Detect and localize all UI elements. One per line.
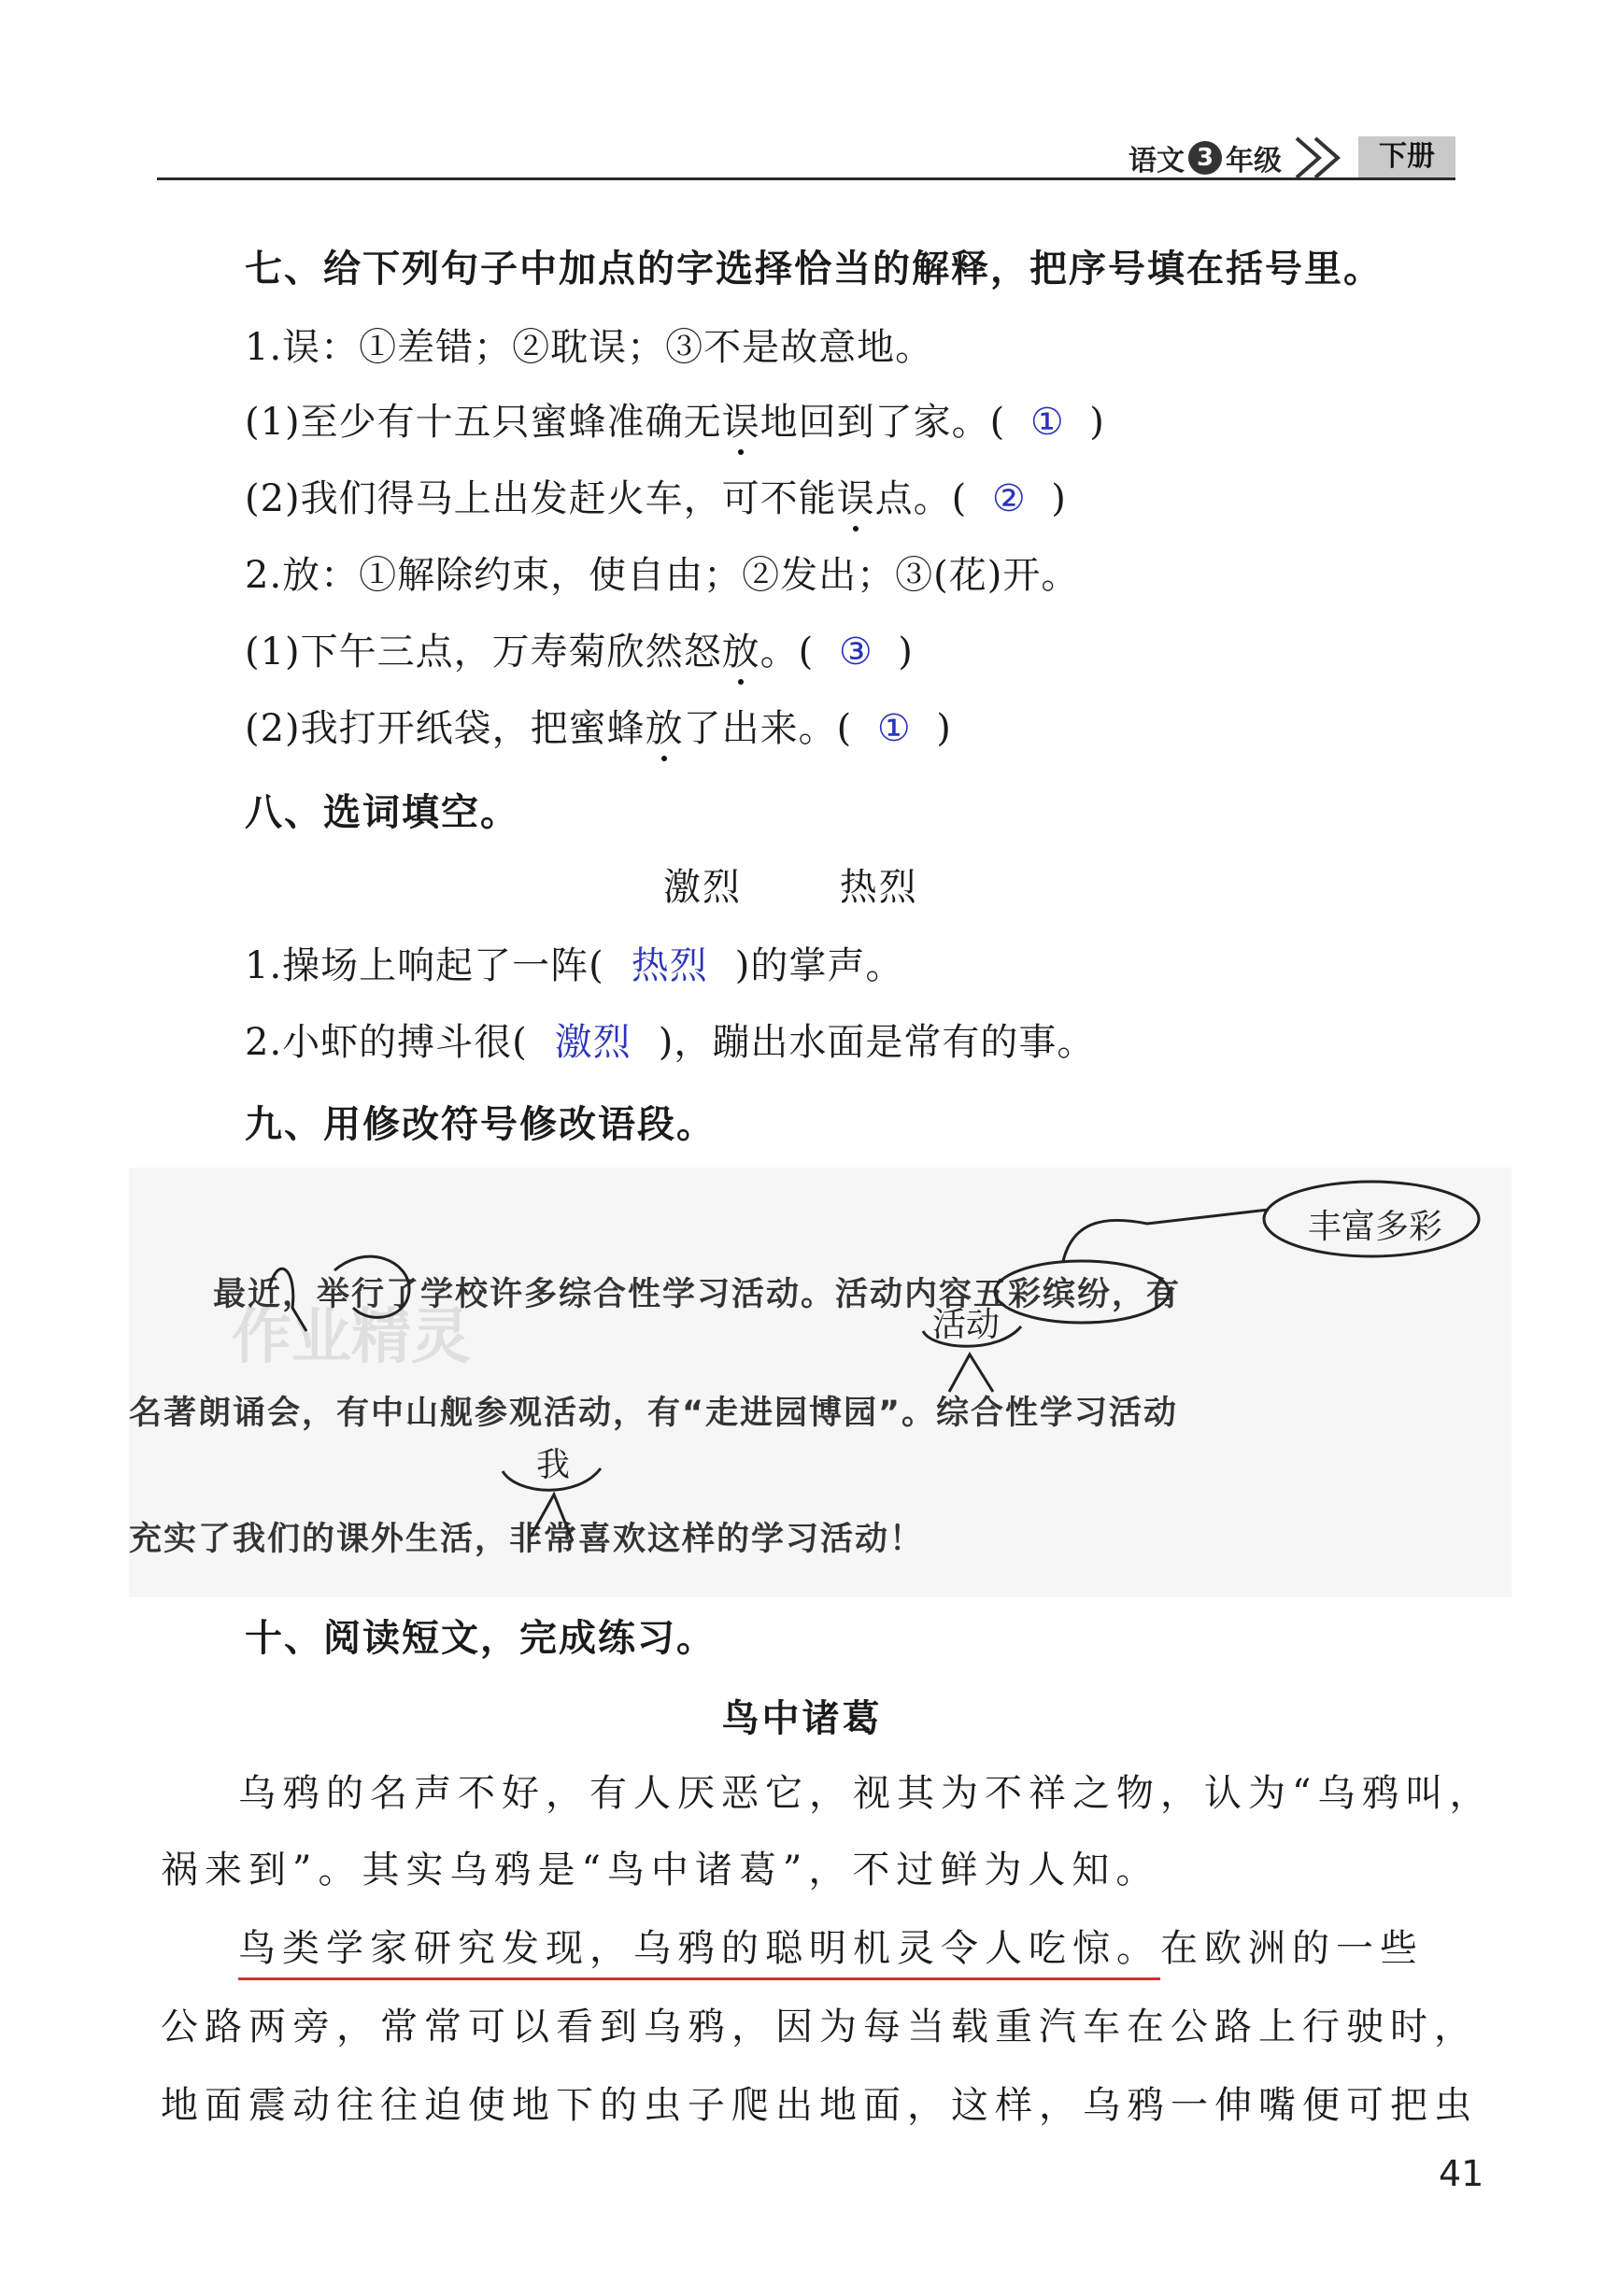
sentence-text: 。( [759,631,815,673]
sentence-text: 了出来。( [683,707,853,750]
s8-q2 [245,1013,1095,1066]
transpose-loop [334,1256,409,1317]
sentence-text: (1)至少有十五只蜜蜂准确无 [245,401,722,444]
word-choice: 热烈 [839,866,918,909]
header-label [1128,135,1455,181]
answer-fill: ① [1029,401,1065,444]
sentence-text: )的掌声。 [734,944,904,987]
dotted-char: 误 [837,469,875,522]
dotted-char: 误 [722,392,760,446]
sentence-text: 2.小虾的搏斗很( [245,1021,528,1064]
underlined-sentence: 鸟类学家研究发现，乌鸦的聪明机灵令人吃惊。 [238,1927,1160,1980]
q2-sentence-1 [245,622,914,675]
page-header [157,121,1455,179]
sentence-text: 点。( [874,477,968,520]
s8-q1 [245,936,903,989]
sentence-text: 1.操场上响起了一阵( [245,944,604,987]
passage-title: 鸟中诸葛 [721,1697,883,1740]
subject-label: 语文 [1128,145,1185,177]
sentence-text: 地回到了家。( [759,401,1006,444]
edit-line-1: 最近，举行了学校许多综合性学习活动。活动内容五彩缤纷，有 [213,1276,1182,1313]
passage-p2-line2: 公路两旁，常常可以看到乌鸦，因为每当载重汽车在公路上行驶时， [161,2005,1478,2048]
passage-p1-line2: 祸来到”。其实乌鸦是“鸟中诸葛”，不过鲜为人知。 [161,1849,1160,1892]
double-chevron-icon [1291,135,1356,181]
passage-p1-line1: 乌鸦的名声不好，有人厌恶它，视其为不祥之物，认为“乌鸦叫， [238,1772,1494,1815]
sentence-text: )，蹦出水面是常有的事。 [658,1021,1096,1064]
section-10-heading: 十、阅读短文，完成练习。 [245,1617,716,1660]
answer-fill: 热烈 [631,944,708,987]
section-8-heading: 八、选词填空。 [245,791,519,834]
replace-leader [1063,1210,1269,1261]
replace-circle [995,1261,1169,1323]
answer-fill: ② [991,477,1027,520]
q1-sentence-2 [245,469,1067,522]
correction-marks [129,1168,1512,1597]
edited-paragraph-image [129,1168,1512,1597]
grade-number-badge: 3 [1188,141,1222,175]
passage-p2-line3: 地面震动往往迫使地下的虫子爬出地面，这样，乌鸦一伸嘴便可把虫 [161,2084,1478,2127]
annotation-replacement: 丰富多彩 [1308,1208,1443,1246]
sentence-text: (2)我打开纸袋，把蜜蜂 [245,707,646,750]
section-7-heading: 七、给下列句子中加点的字选择恰当的解释，把序号填在括号里。 [245,248,1383,291]
sentence-text: 在欧洲的一些 [1160,1927,1424,1970]
annotation-insert: 我 [536,1446,571,1484]
answer-fill: ③ [838,631,873,673]
word-choices [663,857,1002,911]
insert-caret [949,1354,993,1392]
dotted-char: 放 [646,699,684,752]
dotted-char: 放 [722,622,760,675]
insert-caret [531,1495,573,1541]
answer-fill: 激烈 [554,1021,632,1064]
edit-line-2: 名著朗诵会，有中山舰参观活动，有“走进园博园”。综合性学习活动 [129,1395,1179,1432]
close-paren: ) [936,707,952,750]
passage-p2-line1 [238,1919,1424,1972]
transpose-mark [269,1268,306,1331]
close-paren: ) [898,631,914,673]
q2-definitions: 2.放：①解除约束，使自由；②发出；③(花)开。 [245,554,1080,597]
page-number: 41 [1439,2153,1484,2194]
sentence-text: (1)下午三点，万寿菊欣然怒 [245,631,722,673]
q2-sentence-2 [245,699,952,752]
q1-definitions: 1.误：①差错；②耽误；③不是故意地。 [245,326,934,369]
volume-tab: 下册 [1358,136,1455,179]
section-9-heading: 九、用修改符号修改语段。 [245,1103,716,1146]
annotation-insert: 活动 [932,1306,1001,1344]
close-paren: ) [1089,401,1105,444]
edit-line-3: 充实了我们的课外生活，非常喜欢这样的学习活动！ [129,1521,925,1558]
grade-label: 年级 [1226,145,1282,177]
close-paren: ) [1051,477,1067,520]
header-divider [157,177,1455,180]
q1-sentence-1 [245,392,1105,446]
word-choice: 激烈 [663,866,742,909]
sentence-text: (2)我们得马上出发赶火车，可不能 [245,477,837,520]
watermark: 作业精灵 [232,1303,471,1372]
answer-fill: ① [876,707,912,750]
